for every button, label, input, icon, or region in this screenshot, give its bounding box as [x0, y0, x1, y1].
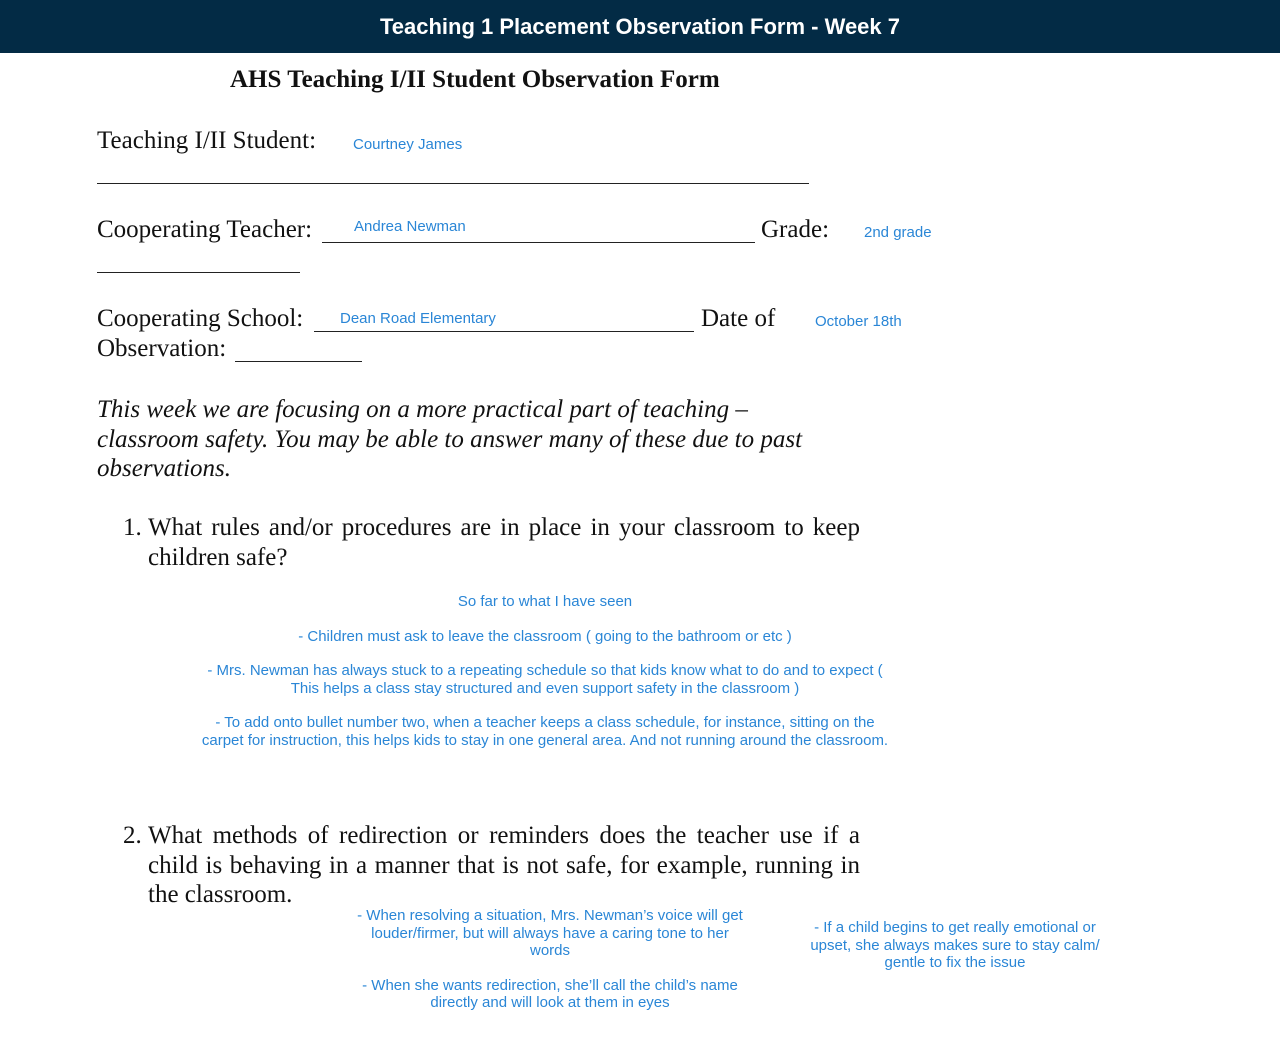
student-value[interactable]: Courtney James	[353, 136, 463, 153]
answer-note: - If a child begins to get really emotional or upset, she always makes sure to stay calm/ gentle to fix the issue	[810, 919, 1100, 971]
date-value[interactable]: October 18th	[815, 313, 902, 330]
window-title-bar	[0, 0, 1280, 53]
answer-note: So far to what I have seen	[457, 593, 633, 610]
observation-label: Observation:	[97, 335, 227, 362]
question-2	[97, 821, 860, 910]
answer-note: - When she wants redirection, she’ll call the child’s name directly and will look at them in eyes	[362, 976, 738, 1011]
answer-2-block[interactable]	[350, 907, 750, 1029]
answer-note: - Children must ask to leave the classroom ( going to the bathroom or etc )	[298, 627, 792, 645]
answer-note: - When resolving a situation, Mrs. Newman’s voice will get louder/firmer, but will always have a caring tone to her words	[357, 907, 743, 959]
school-label: Cooperating School:	[97, 305, 304, 332]
question-number: 2.	[123, 822, 142, 849]
intro-text: This week we are focusing on a more practical part of teaching – classroom safety. You may be able to answer many of these due to past observations.	[97, 396, 803, 482]
teacher-label: Cooperating Teacher:	[97, 216, 313, 243]
grade-value[interactable]: 2nd grade	[864, 224, 932, 241]
date-underline	[235, 361, 362, 362]
school-underline	[314, 331, 694, 332]
grade-label: Grade:	[761, 216, 830, 243]
teacher-underline	[322, 242, 755, 243]
question-number: 1.	[123, 514, 142, 541]
student-label: Teaching I/II Student:	[97, 127, 317, 154]
answer-note: - Mrs. Newman has always stuck to a repeating schedule so that kids know what to do and to expect ( This helps a class stay structured and even support safety in the classroom )	[207, 662, 883, 697]
form-title: AHS Teaching I/II Student Observation Form	[230, 66, 720, 93]
grade-underline	[97, 272, 300, 273]
answer-note: - To add onto bullet number two, when a teacher keeps a class schedule, for instance, sitting on the carpet for instruction, this helps kids to stay in one general area. And not running around the classroom.	[201, 714, 889, 749]
answer-2-side-note[interactable]	[805, 919, 1105, 972]
window-title: Teaching 1 Placement Observation Form - Week 7	[379, 13, 901, 39]
date-label: Date of	[701, 305, 776, 332]
question-1	[97, 513, 860, 572]
teacher-value[interactable]: Andrea Newman	[354, 218, 466, 235]
question-text: What methods of redirection or reminders does the teacher use if a child is behaving in a manner that is not safe, for example, running in the classroom.	[148, 822, 860, 908]
answer-1-block[interactable]	[195, 593, 895, 766]
question-text: What rules and/or procedures are in place in your classroom to keep children safe?	[148, 514, 860, 571]
school-value[interactable]: Dean Road Elementary	[340, 310, 496, 327]
student-underline	[97, 183, 809, 184]
